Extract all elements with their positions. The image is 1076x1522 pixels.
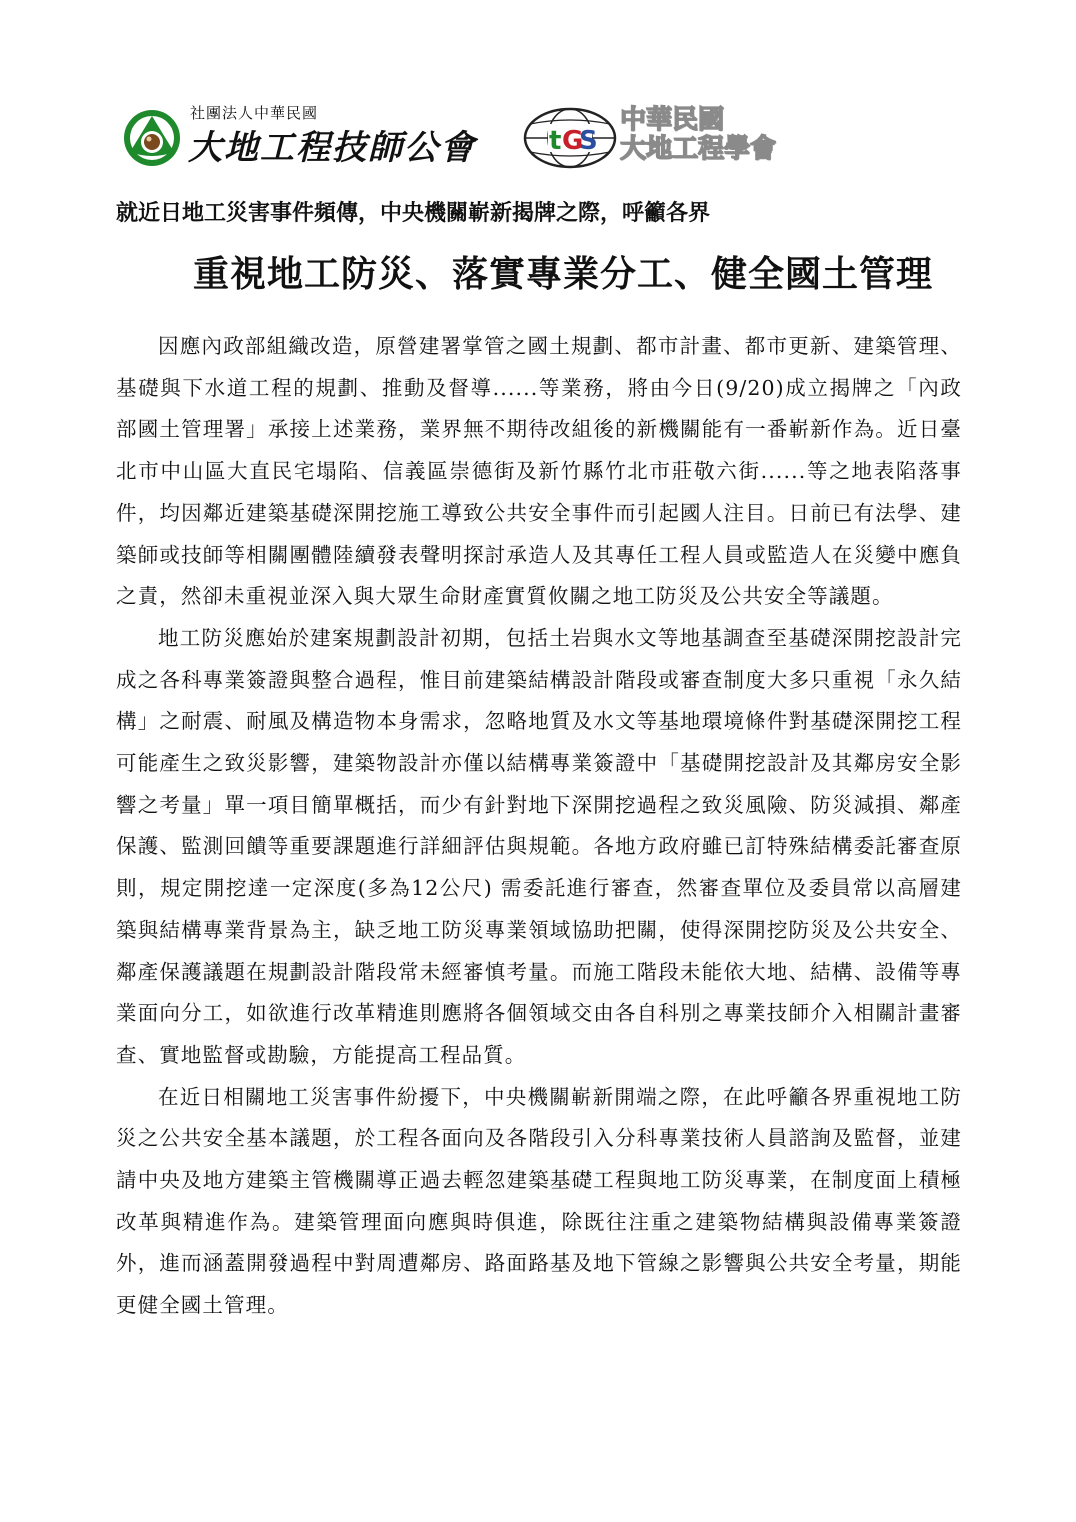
header-logos bbox=[122, 100, 822, 178]
org2-name bbox=[620, 106, 776, 164]
org2-logo bbox=[522, 106, 822, 176]
globe-emblem-icon bbox=[522, 106, 618, 170]
svg-text:G: G bbox=[562, 126, 584, 156]
svg-text:S: S bbox=[579, 126, 598, 156]
triangle-emblem-icon bbox=[122, 108, 182, 168]
document-body bbox=[116, 326, 962, 1327]
body-paragraph: 在近日相關地工災害事件紛擾下，中央機關嶄新開端之際，在此呼籲各界重視地工防災之公共安全基本議題，於工程各面向及各階段引入分科專業技術人員諮詢及監督，並建請中央及地方建築主管機關導正過去輕忽建築基礎工程與地工防災專業，在制度面上積極改革與精進作為。建築管理面向應與時俱進，除既往注重之建築物結構與設備專業簽證外，進而涵蓋開發過程中對周遭鄰房、路面路基及地下管線之影響與公共安全考量，期能更健全國土管理。 bbox=[116, 1084, 962, 1318]
document-title: 重視地工防災、落實專業分工、健全國土管理 bbox=[192, 254, 933, 295]
org1-small-text: 社團法人中華民國 bbox=[190, 104, 319, 122]
org2-name-line1: 中華民國 bbox=[620, 105, 725, 135]
emblem-t: t bbox=[549, 126, 562, 156]
org1-logo bbox=[122, 100, 476, 170]
body-paragraph: 因應內政部組織改造，原營建署掌管之國土規劃、都市計畫、都市更新、建築管理、基礎與下水道工程的規劃、推動及督導......等業務，將由今日(9/20)成立揭牌之「內政部國土管理署」承接上述業務，業界無不期待改組後的新機關能有一番嶄新作為。近日臺北市中山區大直民宅塌陷、信義區崇德街及新竹縣竹北市莊敬六街......等之地表陷落事件，均因鄰近建築基礎深開挖施工導致公共安全事件而引起國人注目。日前已有法學、建築師或技師等相關團體陸續發表聲明探討承造人及其專任工程人員或監造人在災變中應負之責，然卻未重視並深入與大眾生命財產實質攸關之地工防災及公共安全等議題。 bbox=[116, 334, 962, 609]
document-subheading: 就近日地工災害事件頻傳，中央機關嶄新揭牌之際，呼籲各界 bbox=[116, 201, 711, 226]
org2-name-line2: 大地工程學會 bbox=[620, 134, 777, 164]
body-paragraph: 地工防災應始於建案規劃設計初期，包括土岩與水文等地基調查至基礎深開挖設計完成之各科專業簽證與整合過程，惟目前建築結構設計階段或審查制度大多只重視「永久結構」之耐震、耐風及構造物本身需求，忽略地質及水文等基地環境條件對基礎深開挖工程可能產生之致災影響，建築物設計亦僅以結構專業簽證中「基礎開挖設計及其鄰房安全影響之考量」單一項目簡單概括，而少有針對地下深開挖過程之致災風險、防災減損、鄰產保護、監測回饋等重要課題進行詳細評估與規範。各地方政府雖已訂特殊結構委託審查原則，規定開挖達一定深度(多為12公尺) 需委託進行審查，然審查單位及委員常以高層建築與結構專業背景為主，缺乏地工防災專業領域協助把關，使得深開挖防災及公共安全、鄰產保護議題在規劃設計階段常未經審慎考量。而施工階段未能依大地、結構、設備等專業面向分工，如欲進行改革精進則應將各個領域交由各自科別之專業技師介入相關計畫審查、實地監督或勘驗，方能提高工程品質。 bbox=[116, 625, 962, 1067]
org1-name: 大地工程技師公會 bbox=[188, 128, 476, 168]
